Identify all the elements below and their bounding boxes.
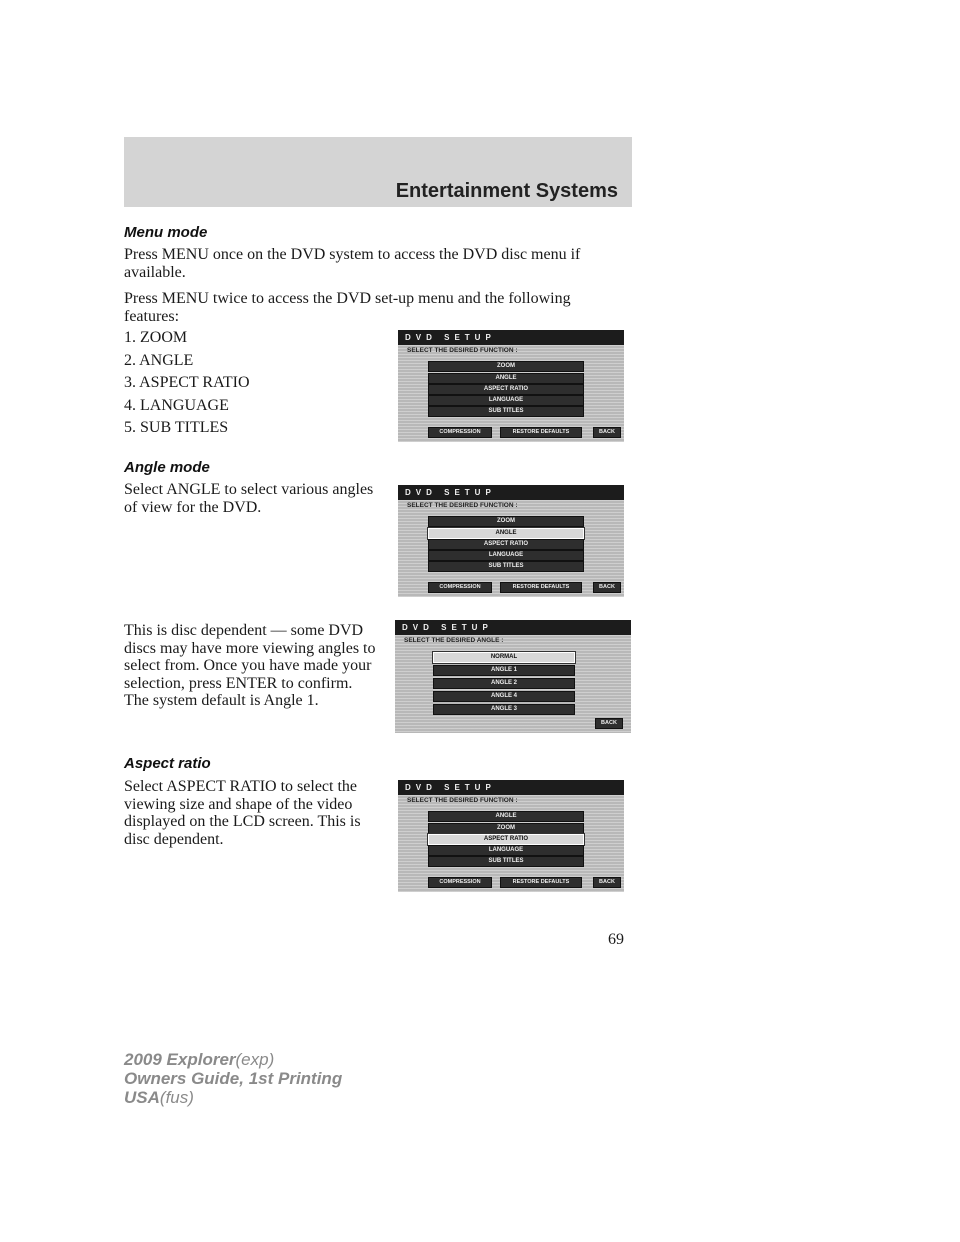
option-angle[interactable]: ANGLE (428, 528, 584, 539)
option-aspect-ratio[interactable]: ASPECT RATIO (428, 834, 584, 845)
option-angle[interactable]: ANGLE (428, 373, 584, 384)
angle-mode-para-1: Select ANGLE to select various angles of view for the DVD. (124, 481, 374, 516)
page-number: 69 (608, 931, 624, 948)
dvd-setup-screen-angle-selected (398, 485, 624, 597)
dvd-setup-screen-menu (398, 330, 624, 442)
screen-prompt: SELECT THE DESIRED ANGLE : (404, 637, 504, 644)
restore-defaults-button[interactable]: RESTORE DEFAULTS (500, 877, 582, 888)
feature-item: 2. ANGLE (124, 351, 194, 369)
option-aspect-ratio[interactable]: ASPECT RATIO (428, 539, 584, 550)
compression-button[interactable]: COMPRESSION (428, 582, 492, 593)
section-header-band (124, 137, 632, 207)
footer-model: 2009 Explorer (124, 1050, 236, 1069)
option-aspect-ratio[interactable]: ASPECT RATIO (428, 384, 584, 395)
restore-defaults-button[interactable]: RESTORE DEFAULTS (500, 582, 582, 593)
screen-title: DVD SETUP (398, 330, 624, 345)
option-zoom[interactable]: ZOOM (428, 823, 584, 834)
feature-list (124, 329, 250, 442)
menu-mode-heading: Menu mode (124, 224, 208, 241)
feature-item: 4. LANGUAGE (124, 396, 229, 414)
back-button[interactable]: BACK (593, 582, 621, 593)
menu-mode-para-2: Press MENU twice to access the DVD set-up menu and the following features: (124, 290, 571, 325)
option-zoom[interactable]: ZOOM (428, 516, 584, 527)
option-zoom[interactable]: ZOOM (428, 361, 584, 372)
aspect-ratio-heading: Aspect ratio (124, 755, 211, 772)
option-angle-2[interactable]: ANGLE 2 (433, 678, 575, 689)
option-sub-titles[interactable]: SUB TITLES (428, 406, 584, 417)
option-angle-1[interactable]: ANGLE 1 (433, 665, 575, 676)
option-angle-4[interactable]: ANGLE 4 (433, 691, 575, 702)
footer-region: USA (124, 1088, 160, 1107)
screen-title: DVD SETUP (398, 780, 624, 795)
restore-defaults-button[interactable]: RESTORE DEFAULTS (500, 427, 582, 438)
footer-region-code: (fus) (159, 1088, 194, 1107)
option-sub-titles[interactable]: SUB TITLES (428, 561, 584, 572)
back-button[interactable]: BACK (595, 718, 623, 729)
option-language[interactable]: LANGUAGE (428, 395, 584, 406)
back-button[interactable]: BACK (593, 427, 621, 438)
angle-mode-para-2: This is disc dependent — some DVD discs may have more viewing angles to select from. Once you have made your selection, press ENTER to confirm. The system default is Angle 1. (124, 622, 376, 709)
compression-button[interactable]: COMPRESSION (428, 877, 492, 888)
print-footer (124, 1050, 342, 1107)
screen-prompt: SELECT THE DESIRED FUNCTION : (407, 347, 518, 354)
angle-mode-heading: Angle mode (124, 459, 210, 476)
footer-model-code: (exp) (235, 1050, 275, 1069)
feature-item: 3. ASPECT RATIO (124, 374, 250, 392)
screen-prompt: SELECT THE DESIRED FUNCTION : (407, 502, 518, 509)
option-language[interactable]: LANGUAGE (428, 550, 584, 561)
option-angle[interactable]: ANGLE (428, 811, 584, 822)
option-sub-titles[interactable]: SUB TITLES (428, 856, 584, 867)
screen-prompt: SELECT THE DESIRED FUNCTION : (407, 797, 518, 804)
back-button[interactable]: BACK (593, 877, 621, 888)
footer-guide: Owners Guide, 1st Printing (124, 1069, 343, 1088)
option-normal[interactable]: NORMAL (433, 652, 575, 663)
screen-title: DVD SETUP (398, 485, 624, 500)
feature-item: 5. SUB TITLES (124, 419, 229, 437)
option-angle-3[interactable]: ANGLE 3 (433, 704, 575, 715)
screen-title: DVD SETUP (395, 620, 631, 635)
section-title: Entertainment Systems (395, 180, 618, 202)
compression-button[interactable]: COMPRESSION (428, 427, 492, 438)
dvd-setup-screen-angle-list (395, 620, 631, 733)
menu-mode-para-1: Press MENU once on the DVD system to access the DVD disc menu if available. (124, 246, 581, 281)
feature-item: 1. ZOOM (124, 329, 188, 346)
option-language[interactable]: LANGUAGE (428, 845, 584, 856)
aspect-ratio-para-1: Select ASPECT RATIO to select the viewing size and shape of the video displayed on the LCD screen. This is disc dependent. (124, 778, 361, 848)
dvd-setup-screen-aspect-ratio (398, 780, 624, 892)
